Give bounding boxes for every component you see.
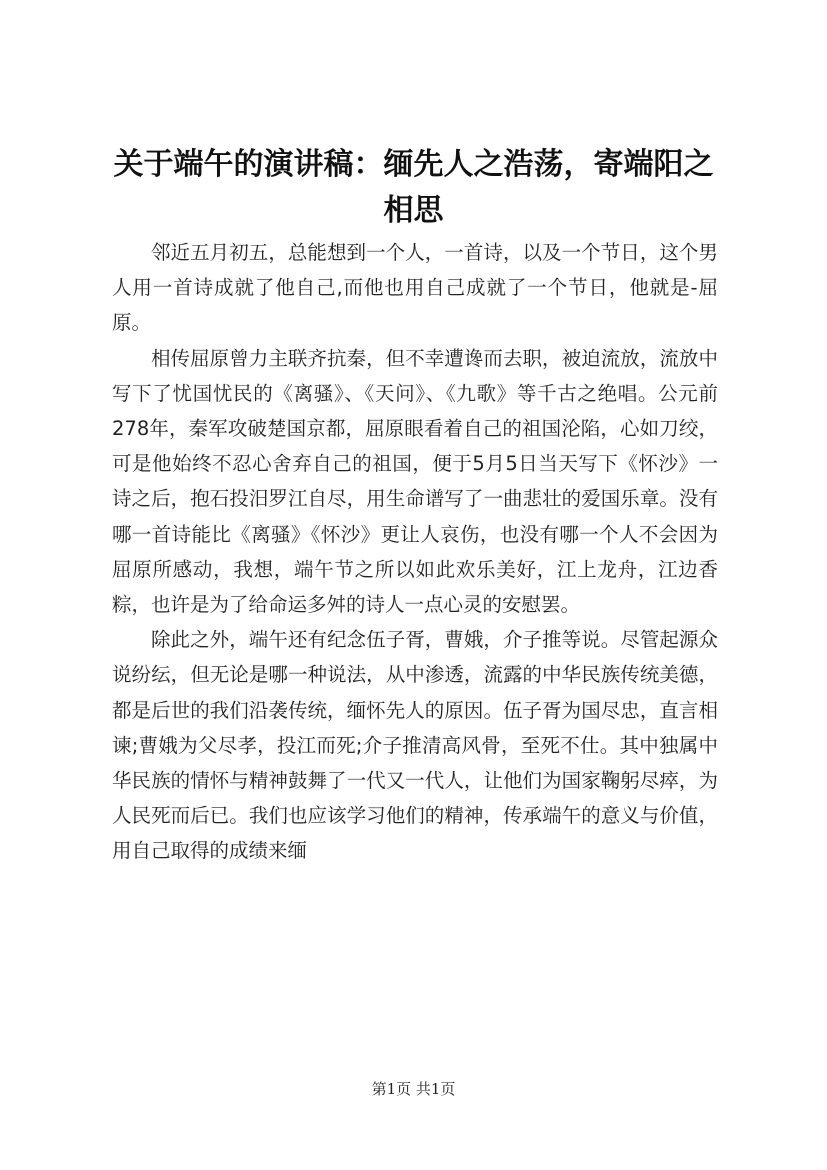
document-title: 关于端午的演讲稿：缅先人之浩荡，寄端阳之相思 xyxy=(113,147,714,228)
page-footer: 第1页 共1页 xyxy=(371,1080,456,1098)
document-body xyxy=(112,235,718,869)
paragraph-3: 除此之外，端午还有纪念伍子胥，曹娥，介子推等说。尽管起源众说纷纭，但无论是哪一种说法，从中渗透，流露的中华民族传统美德，都是后世的我们沿袭传统，缅怀先人的原因。伍子胥为国尽忠，直言相谏;曹娥为父尽孝，投江而死;介子推清高风骨，至死不仕。其中独属中华民族的情怀与精神鼓舞了一代又一代人，让他们为国家鞠躬尽瘁，为人民死而后已。我们也应该学习他们的精神，传承端午的意义与价值，用自己取得的成绩来缅 xyxy=(112,628,718,863)
paragraph-2: 相传屈原曾力主联齐抗秦，但不幸遭谗而去职，被迫流放，流放中写下了忧国忧民的《离骚》、《天问》、《九歌》等千古之绝唱。公元前278年，秦军攻破楚国京都，屈原眼看着自己的祖国沦陷，心如刀绞，可是他始终不忍心舍弃自己的祖国，便于5月5日当天写下《怀沙》一诗之后，抱石投汨罗江自尽，用生命谱写了一曲悲壮的爱国乐章。没有哪一首诗能比《离骚》《怀沙》更让人哀伤，也没有哪一个人不会因为屈原所感动，我想，端午节之所以如此欢乐美好，江上龙舟，江边香粽，也许是为了给命运多舛的诗人一点心灵的安慰罢。 xyxy=(112,346,718,617)
paragraph-1: 邻近五月初五，总能想到一个人，一首诗，以及一个节日，这个男人用一首诗成就了他自己,而他也用自己成就了一个节日，他就是-屈原。 xyxy=(112,241,718,335)
